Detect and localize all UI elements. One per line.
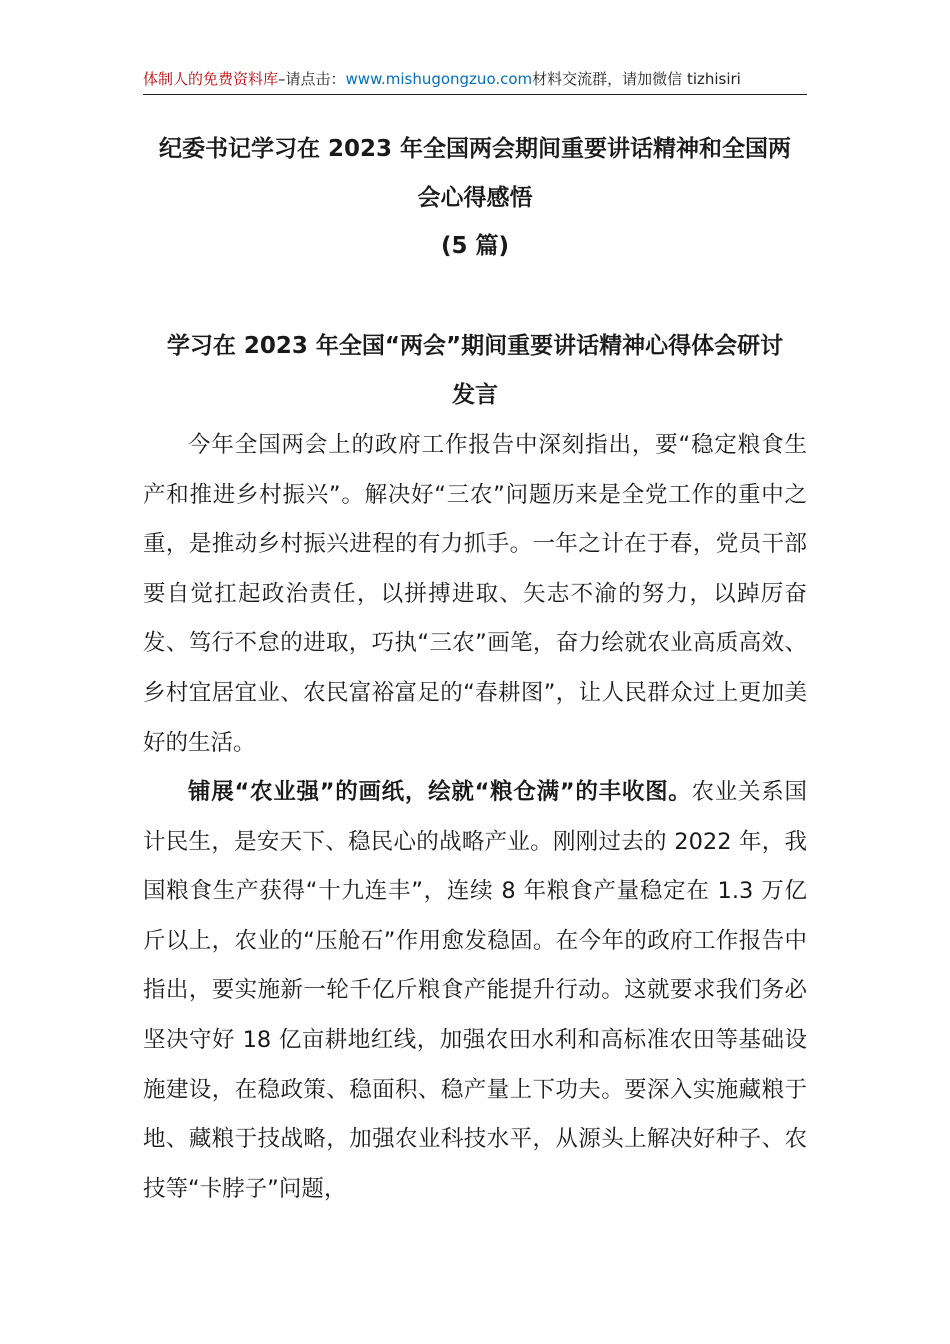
header-prompt: –请点击： [278, 70, 346, 88]
paragraph-intro: 今年全国两会上的政府工作报告中深刻指出，要“稳定粮食生产和推进乡村振兴”。解决好“三农”问题历来是全党工作的重中之重，是推动乡村振兴进程的有力抓手。一年之计在于春，党员干部要自觉扛起政治责任，以拼搏进取、矢志不渝的努力，以踔厉奋发、笃行不怠的进取，巧执“三农”画笔，奋力绘就农业高质高效、乡村宜居宜业、农民富裕富足的“春耕图”，让人民群众过上更加美好的生活。 [143, 432, 807, 756]
header-brand: 体制人的免费资料库 [143, 70, 279, 88]
paragraph-agriculture [143, 768, 807, 1214]
section-title-line2: 发言 [452, 382, 498, 408]
document-title-line2: 会心得感悟 [417, 185, 533, 211]
header-note: 材料交流群，请加微信 tizhisiri [532, 70, 741, 88]
page-header [143, 68, 807, 95]
section-title-line1: 学习在 2023 年全国“两会”期间重要讲话精神心得体会研讨 [166, 333, 784, 359]
section-title [143, 322, 807, 420]
document-count: (5 篇) [440, 233, 510, 259]
header-link[interactable]: www.mishugongzuo.com [345, 70, 533, 88]
document-title-line1: 纪委书记学习在 2023 年全国两会期间重要讲话精神和全国两 [158, 136, 792, 162]
document-title [143, 125, 807, 223]
paragraph-agriculture-lead: 铺展“农业强”的画纸，绘就“粮仓满”的丰收图。 [188, 779, 692, 805]
paragraph-agriculture-body: 农业关系国计民生，是安天下、稳民心的战略产业。刚刚过去的 2022 年，我国粮食生产获得“十九连丰”，连续 8 年粮食产量稳定在 1.3 万亿斤以上，农业的“压舱石”作用愈发稳固。在今年的政府工作报告中指出，要实施新一轮千亿斤粮食产能提升行动。这就要求我们务必坚决守好 18 亿亩耕地红线，加强农田水利和高标准农田等基础设施建设，在稳政策、稳面积、稳产量上下功夫。要深入实施藏粮于地、藏粮于技战略，加强农业科技水平，从源头上解决好种子、农技等“卡脖子”问题， [143, 779, 807, 1202]
